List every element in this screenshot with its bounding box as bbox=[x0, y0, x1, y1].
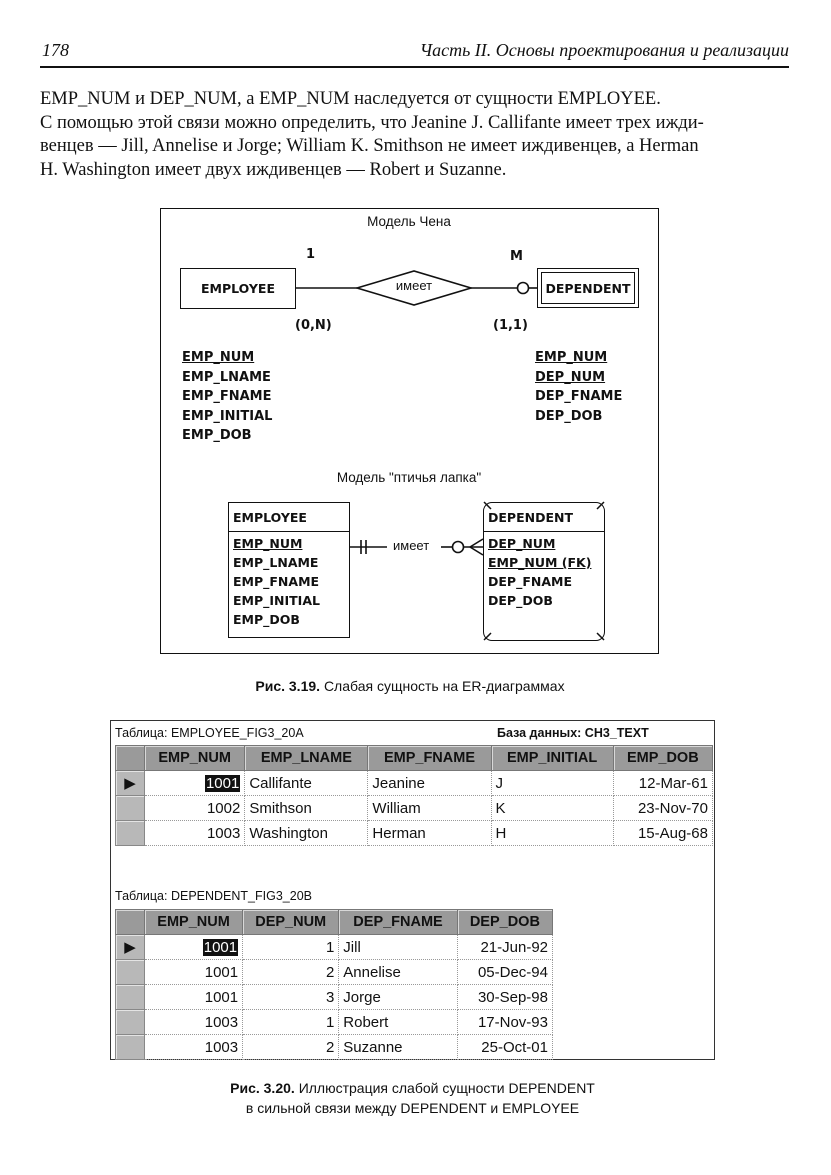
attr-dep-dob: DEP_DOB bbox=[535, 408, 603, 424]
chen-dependent-attributes bbox=[535, 348, 622, 426]
table-row bbox=[116, 796, 713, 821]
dependent-table-header bbox=[116, 910, 553, 935]
table-cell[interactable]: Jill bbox=[339, 935, 457, 960]
column-header[interactable]: EMP_FNAME bbox=[368, 746, 491, 771]
body-line: венцев — Jill, Annelise и Jorge; William K. Smithson не имеет иждивенцев, а Herman bbox=[40, 136, 699, 156]
caption-text: Слабая сущность на ER-диаграммах bbox=[323, 678, 565, 694]
table-cell[interactable]: 12-Mar-61 bbox=[613, 771, 712, 796]
employee-table bbox=[115, 745, 713, 846]
table-cell[interactable]: 1002 bbox=[145, 796, 245, 821]
cf-relationship-label: имеет bbox=[393, 538, 430, 553]
caption-label: Рис. 3.20. bbox=[230, 1080, 295, 1096]
body-paragraph bbox=[40, 88, 790, 182]
chen-employee-entity bbox=[180, 268, 296, 309]
database-name: База данных: CH3_TEXT bbox=[497, 726, 649, 740]
selected-cell-value: 1001 bbox=[203, 938, 238, 956]
table-cell[interactable]: 2 bbox=[243, 960, 339, 985]
table-cell[interactable]: 1 bbox=[243, 935, 339, 960]
column-header[interactable]: EMP_NUM bbox=[145, 746, 245, 771]
table-row bbox=[116, 935, 553, 960]
caption-320-line1 bbox=[110, 1078, 715, 1098]
cf-attr-emp-initial: EMP_INITIAL bbox=[233, 593, 320, 608]
cardinality-one: 1 bbox=[306, 247, 316, 262]
chen-dependent-entity bbox=[537, 268, 639, 308]
figure-caption-319 bbox=[160, 678, 660, 694]
table-row bbox=[116, 960, 553, 985]
column-header[interactable]: EMP_LNAME bbox=[245, 746, 368, 771]
cf-dependent-title: DEPENDENT bbox=[484, 503, 604, 532]
cf-attr-dep-fname: DEP_FNAME bbox=[488, 574, 572, 589]
table1-title: Таблица: EMPLOYEE_FIG3_20A bbox=[115, 726, 304, 740]
table-cell[interactable]: 15-Aug-68 bbox=[613, 821, 712, 846]
row-selector[interactable] bbox=[116, 985, 145, 1010]
table-cell[interactable]: Herman bbox=[368, 821, 491, 846]
table-row bbox=[116, 1035, 553, 1060]
employee-table-header bbox=[116, 746, 713, 771]
column-header[interactable]: DEP_FNAME bbox=[339, 910, 457, 935]
table-cell[interactable]: Jorge bbox=[339, 985, 457, 1010]
table-cell[interactable]: 1 bbox=[243, 1010, 339, 1035]
chen-dependent-inner bbox=[541, 272, 635, 304]
chen-employee-label: EMPLOYEE bbox=[201, 281, 275, 296]
row-selector[interactable] bbox=[116, 960, 145, 985]
column-header[interactable]: EMP_INITIAL bbox=[491, 746, 613, 771]
caption-text: Иллюстрация слабой сущности DEPENDENT bbox=[298, 1080, 595, 1096]
column-header[interactable]: EMP_DOB bbox=[613, 746, 712, 771]
row-selector[interactable] bbox=[116, 1010, 145, 1035]
table-cell[interactable]: H bbox=[491, 821, 613, 846]
chen-relationship-label: имеет bbox=[395, 278, 433, 293]
cf-attr-dep-num: DEP_NUM bbox=[488, 536, 556, 551]
cf-employee-title: EMPLOYEE bbox=[229, 503, 349, 532]
row-selector[interactable] bbox=[116, 821, 145, 846]
participation-right: (1,1) bbox=[493, 318, 528, 333]
table-cell[interactable]: 05-Dec-94 bbox=[457, 960, 552, 985]
column-header[interactable]: DEP_NUM bbox=[243, 910, 339, 935]
table-cell[interactable]: Washington bbox=[245, 821, 368, 846]
table-cell[interactable]: 1001 bbox=[145, 985, 243, 1010]
row-selector-header[interactable] bbox=[116, 910, 145, 935]
caption-label: Рис. 3.19. bbox=[255, 678, 321, 694]
selected-cell-value: 1001 bbox=[205, 774, 240, 792]
table-row bbox=[116, 771, 713, 796]
header-rule bbox=[40, 66, 789, 68]
attr-emp-fname: EMP_FNAME bbox=[182, 389, 272, 404]
cf-employee-entity bbox=[228, 502, 350, 638]
table-cell[interactable]: Robert bbox=[339, 1010, 457, 1035]
cf-employee-attributes bbox=[229, 532, 349, 629]
table-cell[interactable]: 21-Jun-92 bbox=[457, 935, 552, 960]
current-record-indicator-icon[interactable]: ▶ bbox=[116, 935, 145, 960]
table-cell[interactable]: Suzanne bbox=[339, 1035, 457, 1060]
row-selector-header[interactable] bbox=[116, 746, 145, 771]
column-header[interactable]: EMP_NUM bbox=[145, 910, 243, 935]
body-line: EMP_NUM и DEP_NUM, а EMP_NUM наследуется от сущности EMPLOYEE. bbox=[40, 89, 661, 109]
table-cell[interactable]: 25-Oct-01 bbox=[457, 1035, 552, 1060]
table-cell[interactable] bbox=[145, 771, 245, 796]
cf-attr-emp-num: EMP_NUM bbox=[233, 536, 303, 551]
table-cell[interactable]: Jeanine bbox=[368, 771, 491, 796]
attr-dep-fname: DEP_FNAME bbox=[535, 389, 623, 404]
er-diagram-frame bbox=[160, 208, 659, 654]
table-cell[interactable]: 1003 bbox=[145, 821, 245, 846]
table-cell[interactable]: 3 bbox=[243, 985, 339, 1010]
row-selector[interactable] bbox=[116, 1035, 145, 1060]
table-cell[interactable]: 1003 bbox=[145, 1010, 243, 1035]
cardinality-many: M bbox=[510, 249, 523, 264]
cf-attr-dep-emp-num: EMP_NUM (FK) bbox=[488, 555, 592, 570]
running-head: Часть II. Основы проектирования и реализации bbox=[419, 40, 789, 60]
database-tables-frame bbox=[110, 720, 715, 1060]
cf-attr-emp-lname: EMP_LNAME bbox=[233, 555, 319, 570]
table-cell[interactable]: K bbox=[491, 796, 613, 821]
attr-emp-lname: EMP_LNAME bbox=[182, 369, 271, 385]
table-cell[interactable]: 1001 bbox=[145, 960, 243, 985]
crowsfoot-model-title: Модель "птичья лапка" bbox=[336, 470, 482, 485]
page-number: 178 bbox=[42, 40, 69, 60]
cf-attr-emp-dob: EMP_DOB bbox=[233, 612, 300, 627]
chen-model-title: Модель Чена bbox=[367, 214, 451, 229]
table-cell[interactable]: 17-Nov-93 bbox=[457, 1010, 552, 1035]
participation-left: (0,N) bbox=[295, 318, 332, 333]
figure-caption-320 bbox=[110, 1078, 715, 1118]
body-line: С помощью этой связи можно определить, что Jeanine J. Callifante имеет трех ижди- bbox=[40, 112, 704, 133]
attr-dep-emp-num: EMP_NUM bbox=[535, 350, 608, 365]
cf-dependent-attributes bbox=[484, 532, 604, 610]
table-cell[interactable]: 2 bbox=[243, 1035, 339, 1060]
table-cell[interactable]: J bbox=[491, 771, 613, 796]
current-record-indicator-icon[interactable]: ▶ bbox=[116, 771, 145, 796]
attr-emp-initial: EMP_INITIAL bbox=[182, 408, 273, 424]
table-cell[interactable]: 30-Sep-98 bbox=[457, 985, 552, 1010]
table-cell[interactable]: Annelise bbox=[339, 960, 457, 985]
table-row bbox=[116, 985, 553, 1010]
body-line: H. Washington имеет двух иждивенцев — Robert и Suzanne. bbox=[40, 159, 507, 180]
table-row bbox=[116, 1010, 553, 1035]
table-cell[interactable] bbox=[145, 935, 243, 960]
cf-attr-emp-fname: EMP_FNAME bbox=[233, 574, 320, 589]
table2-title: Таблица: DEPENDENT_FIG3_20B bbox=[115, 889, 312, 903]
row-selector[interactable] bbox=[116, 796, 145, 821]
chen-dependent-label: DEPENDENT bbox=[545, 280, 631, 296]
dependent-table bbox=[115, 909, 553, 1060]
column-header[interactable]: DEP_DOB bbox=[457, 910, 552, 935]
table-row bbox=[116, 821, 713, 846]
chen-employee-attributes bbox=[182, 348, 272, 446]
table-cell[interactable]: Smithson bbox=[245, 796, 368, 821]
attr-dep-num: DEP_NUM bbox=[535, 369, 606, 385]
table-cell[interactable]: 1003 bbox=[145, 1035, 243, 1060]
table-cell[interactable]: William bbox=[368, 796, 491, 821]
attr-emp-dob: EMP_DOB bbox=[182, 428, 252, 443]
cf-dependent-entity bbox=[483, 502, 605, 641]
caption-320-line2: в сильной связи между DEPENDENT и EMPLOYEE bbox=[245, 1100, 580, 1116]
cf-attr-dep-dob: DEP_DOB bbox=[488, 593, 553, 608]
table-cell[interactable]: 23-Nov-70 bbox=[613, 796, 712, 821]
attr-emp-num: EMP_NUM bbox=[182, 350, 255, 365]
table-cell[interactable]: Callifante bbox=[245, 771, 368, 796]
